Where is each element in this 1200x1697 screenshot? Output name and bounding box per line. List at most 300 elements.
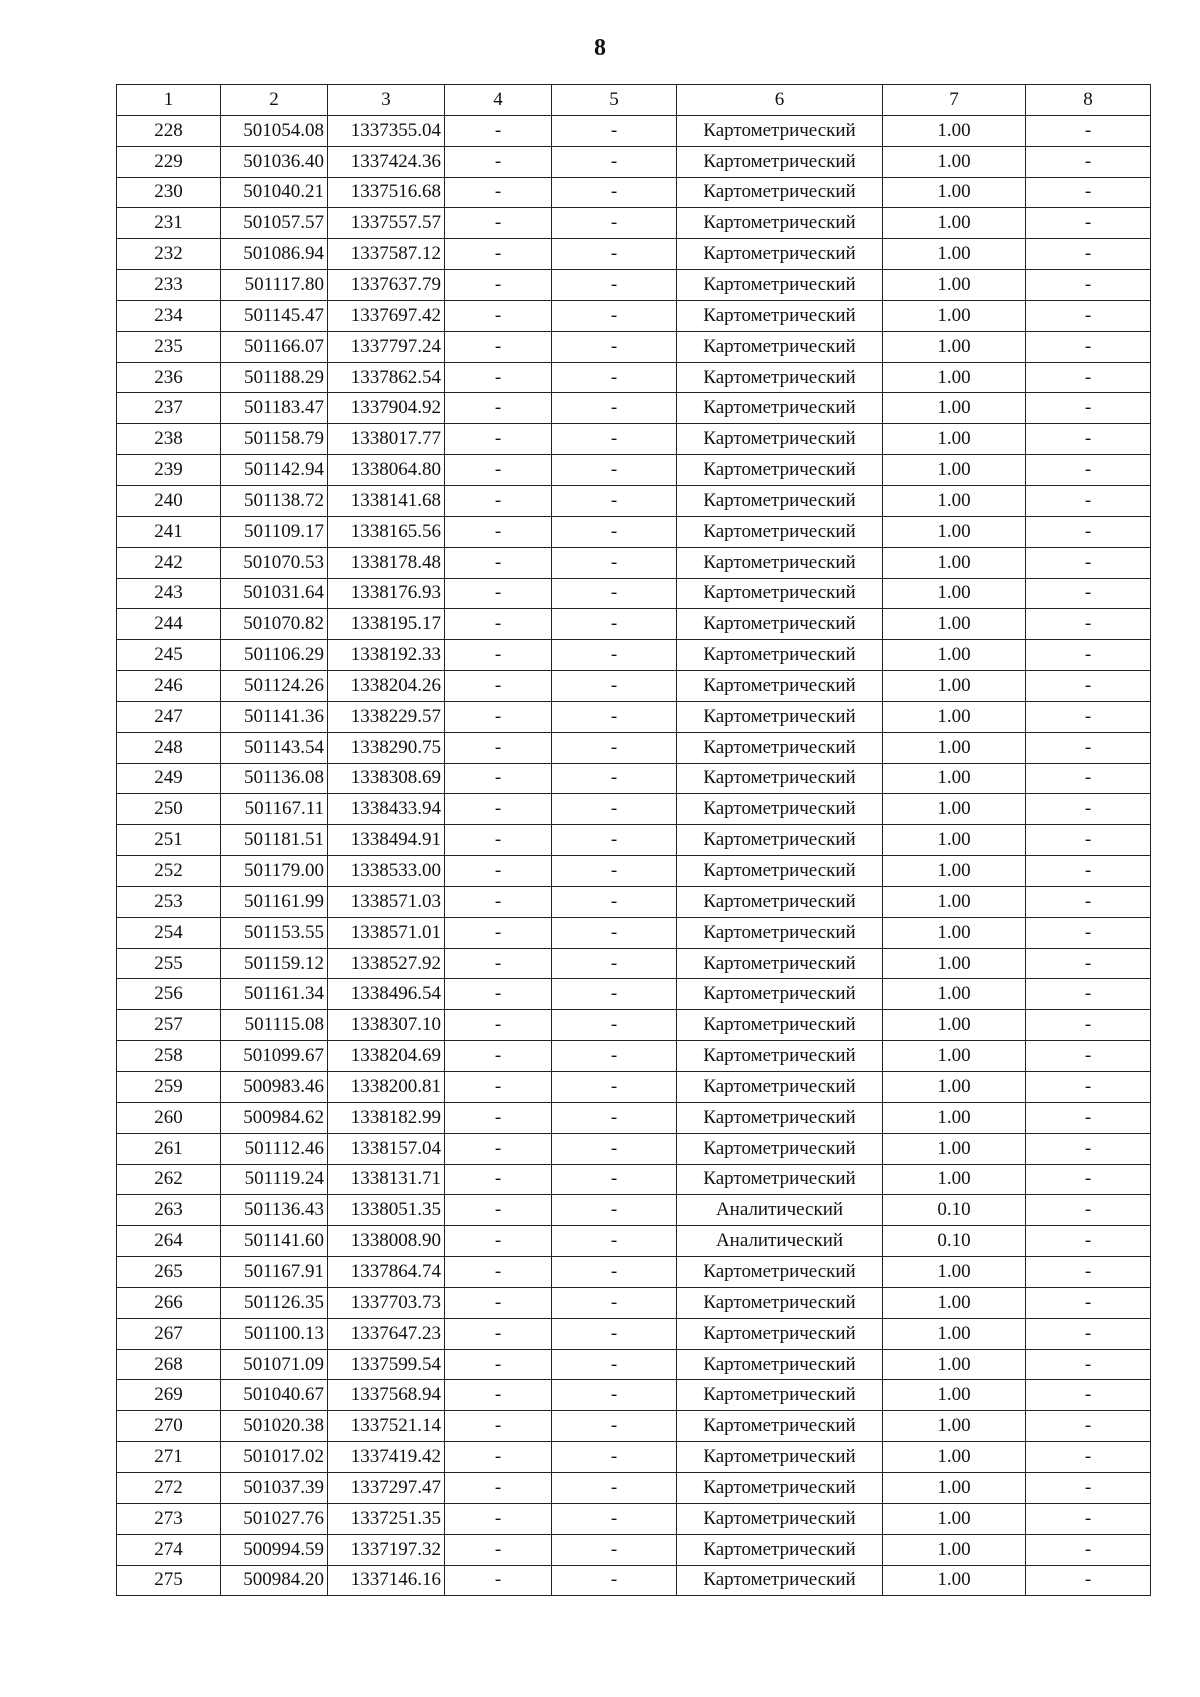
table-row [117, 1041, 1151, 1072]
column-4-cell: - [445, 362, 552, 393]
y-coordinate-cell: 1337587.12 [328, 239, 445, 270]
column-8-cell: - [1026, 1534, 1151, 1565]
point-number-cell: 268 [117, 1349, 221, 1380]
y-coordinate-cell: 1338571.03 [328, 886, 445, 917]
y-coordinate-cell: 1338290.75 [328, 732, 445, 763]
table-row [117, 1164, 1151, 1195]
y-coordinate-cell: 1337355.04 [328, 115, 445, 146]
column-8-cell: - [1026, 1010, 1151, 1041]
column-8-cell: - [1026, 701, 1151, 732]
x-coordinate-cell: 501161.99 [221, 886, 328, 917]
point-number-cell: 257 [117, 1010, 221, 1041]
point-number-cell: 255 [117, 948, 221, 979]
column-4-cell: - [445, 393, 552, 424]
table-row [117, 1472, 1151, 1503]
accuracy-cell: 1.00 [883, 1072, 1026, 1103]
column-4-cell: - [445, 794, 552, 825]
accuracy-cell: 0.10 [883, 1226, 1026, 1257]
table-row [117, 1102, 1151, 1133]
point-number-cell: 236 [117, 362, 221, 393]
method-cell: Картометрический [677, 732, 883, 763]
y-coordinate-cell: 1337703.73 [328, 1287, 445, 1318]
column-4-cell: - [445, 1257, 552, 1288]
method-cell: Картометрический [677, 1349, 883, 1380]
y-coordinate-cell: 1337197.32 [328, 1534, 445, 1565]
column-4-cell: - [445, 485, 552, 516]
column-8-cell: - [1026, 1565, 1151, 1596]
method-cell: Картометрический [677, 455, 883, 486]
point-number-cell: 228 [117, 115, 221, 146]
accuracy-cell: 1.00 [883, 640, 1026, 671]
column-5-cell: - [552, 331, 677, 362]
table-row [117, 948, 1151, 979]
column-8-cell: - [1026, 917, 1151, 948]
point-number-cell: 239 [117, 455, 221, 486]
column-4-cell: - [445, 701, 552, 732]
point-number-cell: 232 [117, 239, 221, 270]
point-number-cell: 235 [117, 331, 221, 362]
table-row [117, 578, 1151, 609]
x-coordinate-cell: 501040.21 [221, 177, 328, 208]
column-5-cell: - [552, 1010, 677, 1041]
accuracy-cell: 1.00 [883, 825, 1026, 856]
column-4-cell: - [445, 115, 552, 146]
x-coordinate-cell: 501161.34 [221, 979, 328, 1010]
column-5-cell: - [552, 239, 677, 270]
accuracy-cell: 1.00 [883, 455, 1026, 486]
point-number-cell: 231 [117, 208, 221, 239]
y-coordinate-cell: 1337637.79 [328, 270, 445, 301]
table-row [117, 208, 1151, 239]
x-coordinate-cell: 501017.02 [221, 1442, 328, 1473]
table-row [117, 1257, 1151, 1288]
table-row [117, 609, 1151, 640]
column-8-cell: - [1026, 1041, 1151, 1072]
column-5-cell: - [552, 1102, 677, 1133]
point-number-cell: 249 [117, 763, 221, 794]
column-4-cell: - [445, 1442, 552, 1473]
column-5-cell: - [552, 578, 677, 609]
column-8-cell: - [1026, 146, 1151, 177]
column-4-cell: - [445, 270, 552, 301]
column-5-cell: - [552, 732, 677, 763]
column-5-cell: - [552, 516, 677, 547]
column-5-cell: - [552, 1411, 677, 1442]
accuracy-cell: 1.00 [883, 239, 1026, 270]
column-8-cell: - [1026, 270, 1151, 301]
point-number-cell: 265 [117, 1257, 221, 1288]
table-row [117, 1318, 1151, 1349]
column-4-cell: - [445, 331, 552, 362]
method-cell: Картометрический [677, 825, 883, 856]
column-4-cell: - [445, 856, 552, 887]
column-8-cell: - [1026, 1195, 1151, 1226]
method-cell: Картометрический [677, 640, 883, 671]
table-row [117, 917, 1151, 948]
point-number-cell: 264 [117, 1226, 221, 1257]
column-5-cell: - [552, 177, 677, 208]
table-row [117, 856, 1151, 887]
accuracy-cell: 1.00 [883, 424, 1026, 455]
method-cell: Картометрический [677, 609, 883, 640]
y-coordinate-cell: 1338571.01 [328, 917, 445, 948]
method-cell: Картометрический [677, 115, 883, 146]
point-number-cell: 252 [117, 856, 221, 887]
column-4-cell: - [445, 948, 552, 979]
x-coordinate-cell: 501054.08 [221, 115, 328, 146]
column-5-cell: - [552, 424, 677, 455]
method-cell: Картометрический [677, 1472, 883, 1503]
column-4-cell: - [445, 609, 552, 640]
column-4-cell: - [445, 1102, 552, 1133]
point-number-cell: 267 [117, 1318, 221, 1349]
point-number-cell: 246 [117, 671, 221, 702]
method-cell: Картометрический [677, 146, 883, 177]
column-5-cell: - [552, 640, 677, 671]
method-cell: Картометрический [677, 1164, 883, 1195]
accuracy-cell: 1.00 [883, 1565, 1026, 1596]
point-number-cell: 248 [117, 732, 221, 763]
column-4-cell: - [445, 1010, 552, 1041]
x-coordinate-cell: 501141.36 [221, 701, 328, 732]
x-coordinate-cell: 501070.53 [221, 547, 328, 578]
column-8-cell: - [1026, 208, 1151, 239]
y-coordinate-cell: 1337146.16 [328, 1565, 445, 1596]
column-5-cell: - [552, 455, 677, 486]
column-4-cell: - [445, 886, 552, 917]
point-number-cell: 263 [117, 1195, 221, 1226]
x-coordinate-cell: 500984.62 [221, 1102, 328, 1133]
column-4-cell: - [445, 640, 552, 671]
x-coordinate-cell: 501126.35 [221, 1287, 328, 1318]
column-4-cell: - [445, 1164, 552, 1195]
column-5-cell: - [552, 1472, 677, 1503]
column-8-cell: - [1026, 1287, 1151, 1318]
method-cell: Картометрический [677, 856, 883, 887]
column-5-cell: - [552, 948, 677, 979]
table-row [117, 701, 1151, 732]
method-cell: Аналитический [677, 1195, 883, 1226]
point-number-cell: 245 [117, 640, 221, 671]
y-coordinate-cell: 1337862.54 [328, 362, 445, 393]
point-number-cell: 272 [117, 1472, 221, 1503]
column-5-cell: - [552, 300, 677, 331]
method-cell: Картометрический [677, 485, 883, 516]
column-5-cell: - [552, 825, 677, 856]
method-cell: Картометрический [677, 948, 883, 979]
table-row [117, 886, 1151, 917]
x-coordinate-cell: 501142.94 [221, 455, 328, 486]
point-number-cell: 254 [117, 917, 221, 948]
x-coordinate-cell: 501183.47 [221, 393, 328, 424]
column-8-cell: - [1026, 794, 1151, 825]
accuracy-cell: 1.00 [883, 1503, 1026, 1534]
column-4-cell: - [445, 1318, 552, 1349]
y-coordinate-cell: 1338064.80 [328, 455, 445, 486]
column-5-cell: - [552, 362, 677, 393]
accuracy-cell: 1.00 [883, 547, 1026, 578]
x-coordinate-cell: 501167.91 [221, 1257, 328, 1288]
column-4-cell: - [445, 1565, 552, 1596]
y-coordinate-cell: 1337864.74 [328, 1257, 445, 1288]
accuracy-cell: 1.00 [883, 177, 1026, 208]
accuracy-cell: 1.00 [883, 1102, 1026, 1133]
x-coordinate-cell: 501086.94 [221, 239, 328, 270]
accuracy-cell: 1.00 [883, 886, 1026, 917]
x-coordinate-cell: 501099.67 [221, 1041, 328, 1072]
column-4-cell: - [445, 1287, 552, 1318]
column-header-1: 1 [117, 85, 221, 116]
column-8-cell: - [1026, 732, 1151, 763]
table-row [117, 146, 1151, 177]
table-row [117, 331, 1151, 362]
column-8-cell: - [1026, 115, 1151, 146]
table-row [117, 1380, 1151, 1411]
column-header-5: 5 [552, 85, 677, 116]
y-coordinate-cell: 1337297.47 [328, 1472, 445, 1503]
column-8-cell: - [1026, 763, 1151, 794]
y-coordinate-cell: 1338008.90 [328, 1226, 445, 1257]
table-row [117, 1349, 1151, 1380]
accuracy-cell: 1.00 [883, 331, 1026, 362]
column-5-cell: - [552, 1133, 677, 1164]
header-row [117, 85, 1151, 116]
table-row [117, 640, 1151, 671]
accuracy-cell: 1.00 [883, 300, 1026, 331]
column-4-cell: - [445, 1380, 552, 1411]
y-coordinate-cell: 1338308.69 [328, 763, 445, 794]
column-8-cell: - [1026, 640, 1151, 671]
column-5-cell: - [552, 917, 677, 948]
method-cell: Картометрический [677, 886, 883, 917]
y-coordinate-cell: 1337516.68 [328, 177, 445, 208]
y-coordinate-cell: 1337904.92 [328, 393, 445, 424]
point-number-cell: 270 [117, 1411, 221, 1442]
x-coordinate-cell: 501109.17 [221, 516, 328, 547]
column-8-cell: - [1026, 948, 1151, 979]
point-number-cell: 273 [117, 1503, 221, 1534]
column-8-cell: - [1026, 331, 1151, 362]
accuracy-cell: 1.00 [883, 1257, 1026, 1288]
method-cell: Картометрический [677, 671, 883, 702]
column-4-cell: - [445, 825, 552, 856]
column-5-cell: - [552, 1503, 677, 1534]
column-4-cell: - [445, 1133, 552, 1164]
x-coordinate-cell: 501115.08 [221, 1010, 328, 1041]
column-4-cell: - [445, 1503, 552, 1534]
x-coordinate-cell: 501181.51 [221, 825, 328, 856]
y-coordinate-cell: 1338200.81 [328, 1072, 445, 1103]
column-8-cell: - [1026, 1102, 1151, 1133]
y-coordinate-cell: 1338131.71 [328, 1164, 445, 1195]
y-coordinate-cell: 1338141.68 [328, 485, 445, 516]
column-8-cell: - [1026, 856, 1151, 887]
y-coordinate-cell: 1338496.54 [328, 979, 445, 1010]
table-row [117, 732, 1151, 763]
x-coordinate-cell: 500994.59 [221, 1534, 328, 1565]
column-5-cell: - [552, 1565, 677, 1596]
x-coordinate-cell: 501138.72 [221, 485, 328, 516]
accuracy-cell: 0.10 [883, 1195, 1026, 1226]
accuracy-cell: 1.00 [883, 1010, 1026, 1041]
point-number-cell: 240 [117, 485, 221, 516]
y-coordinate-cell: 1338195.17 [328, 609, 445, 640]
column-5-cell: - [552, 485, 677, 516]
x-coordinate-cell: 501027.76 [221, 1503, 328, 1534]
column-4-cell: - [445, 177, 552, 208]
method-cell: Картометрический [677, 1411, 883, 1442]
column-8-cell: - [1026, 578, 1151, 609]
table-row [117, 1565, 1151, 1596]
column-5-cell: - [552, 671, 677, 702]
column-8-cell: - [1026, 455, 1151, 486]
x-coordinate-cell: 500984.20 [221, 1565, 328, 1596]
accuracy-cell: 1.00 [883, 1164, 1026, 1195]
y-coordinate-cell: 1338494.91 [328, 825, 445, 856]
accuracy-cell: 1.00 [883, 948, 1026, 979]
x-coordinate-cell: 501188.29 [221, 362, 328, 393]
method-cell: Картометрический [677, 547, 883, 578]
column-5-cell: - [552, 547, 677, 578]
accuracy-cell: 1.00 [883, 609, 1026, 640]
table-row [117, 177, 1151, 208]
column-5-cell: - [552, 393, 677, 424]
accuracy-cell: 1.00 [883, 1411, 1026, 1442]
method-cell: Картометрический [677, 979, 883, 1010]
column-8-cell: - [1026, 1072, 1151, 1103]
method-cell: Картометрический [677, 208, 883, 239]
column-8-cell: - [1026, 300, 1151, 331]
point-number-cell: 253 [117, 886, 221, 917]
y-coordinate-cell: 1338051.35 [328, 1195, 445, 1226]
coordinates-table [116, 84, 1151, 1596]
column-8-cell: - [1026, 825, 1151, 856]
table-row [117, 300, 1151, 331]
column-4-cell: - [445, 578, 552, 609]
accuracy-cell: 1.00 [883, 1534, 1026, 1565]
accuracy-cell: 1.00 [883, 701, 1026, 732]
accuracy-cell: 1.00 [883, 393, 1026, 424]
table-body [117, 115, 1151, 1596]
y-coordinate-cell: 1338433.94 [328, 794, 445, 825]
column-4-cell: - [445, 455, 552, 486]
x-coordinate-cell: 501037.39 [221, 1472, 328, 1503]
method-cell: Картометрический [677, 1133, 883, 1164]
accuracy-cell: 1.00 [883, 516, 1026, 547]
accuracy-cell: 1.00 [883, 1380, 1026, 1411]
method-cell: Картометрический [677, 763, 883, 794]
x-coordinate-cell: 501100.13 [221, 1318, 328, 1349]
column-8-cell: - [1026, 239, 1151, 270]
table-row [117, 239, 1151, 270]
point-number-cell: 275 [117, 1565, 221, 1596]
method-cell: Картометрический [677, 1442, 883, 1473]
point-number-cell: 261 [117, 1133, 221, 1164]
x-coordinate-cell: 501031.64 [221, 578, 328, 609]
method-cell: Картометрический [677, 794, 883, 825]
y-coordinate-cell: 1337521.14 [328, 1411, 445, 1442]
x-coordinate-cell: 501071.09 [221, 1349, 328, 1380]
point-number-cell: 258 [117, 1041, 221, 1072]
x-coordinate-cell: 501040.67 [221, 1380, 328, 1411]
method-cell: Картометрический [677, 1072, 883, 1103]
table-row [117, 671, 1151, 702]
accuracy-cell: 1.00 [883, 208, 1026, 239]
column-4-cell: - [445, 1195, 552, 1226]
table-row [117, 1226, 1151, 1257]
accuracy-cell: 1.00 [883, 856, 1026, 887]
column-8-cell: - [1026, 1226, 1151, 1257]
column-8-cell: - [1026, 1164, 1151, 1195]
page-number: 8 [594, 35, 606, 61]
y-coordinate-cell: 1338307.10 [328, 1010, 445, 1041]
accuracy-cell: 1.00 [883, 732, 1026, 763]
method-cell: Картометрический [677, 300, 883, 331]
accuracy-cell: 1.00 [883, 1287, 1026, 1318]
table-row [117, 485, 1151, 516]
method-cell: Картометрический [677, 1010, 883, 1041]
y-coordinate-cell: 1337419.42 [328, 1442, 445, 1473]
column-8-cell: - [1026, 1380, 1151, 1411]
column-5-cell: - [552, 1442, 677, 1473]
y-coordinate-cell: 1338165.56 [328, 516, 445, 547]
column-5-cell: - [552, 886, 677, 917]
x-coordinate-cell: 501153.55 [221, 917, 328, 948]
accuracy-cell: 1.00 [883, 578, 1026, 609]
x-coordinate-cell: 501145.47 [221, 300, 328, 331]
table-row [117, 763, 1151, 794]
accuracy-cell: 1.00 [883, 1442, 1026, 1473]
column-8-cell: - [1026, 393, 1151, 424]
x-coordinate-cell: 501136.08 [221, 763, 328, 794]
column-5-cell: - [552, 794, 677, 825]
column-8-cell: - [1026, 1472, 1151, 1503]
table-row [117, 424, 1151, 455]
table-row [117, 979, 1151, 1010]
column-5-cell: - [552, 856, 677, 887]
accuracy-cell: 1.00 [883, 270, 1026, 301]
x-coordinate-cell: 501036.40 [221, 146, 328, 177]
column-5-cell: - [552, 1041, 677, 1072]
table-row [117, 516, 1151, 547]
x-coordinate-cell: 501020.38 [221, 1411, 328, 1442]
y-coordinate-cell: 1337697.42 [328, 300, 445, 331]
point-number-cell: 274 [117, 1534, 221, 1565]
column-4-cell: - [445, 732, 552, 763]
method-cell: Картометрический [677, 1380, 883, 1411]
column-8-cell: - [1026, 547, 1151, 578]
point-number-cell: 229 [117, 146, 221, 177]
column-8-cell: - [1026, 1257, 1151, 1288]
table-row [117, 1072, 1151, 1103]
method-cell: Картометрический [677, 1257, 883, 1288]
method-cell: Картометрический [677, 424, 883, 455]
column-5-cell: - [552, 1257, 677, 1288]
y-coordinate-cell: 1338157.04 [328, 1133, 445, 1164]
y-coordinate-cell: 1337251.35 [328, 1503, 445, 1534]
accuracy-cell: 1.00 [883, 794, 1026, 825]
column-4-cell: - [445, 547, 552, 578]
table-row [117, 270, 1151, 301]
column-4-cell: - [445, 763, 552, 794]
point-number-cell: 269 [117, 1380, 221, 1411]
y-coordinate-cell: 1337424.36 [328, 146, 445, 177]
x-coordinate-cell: 501136.43 [221, 1195, 328, 1226]
table-row [117, 393, 1151, 424]
method-cell: Картометрический [677, 1041, 883, 1072]
column-4-cell: - [445, 1349, 552, 1380]
column-8-cell: - [1026, 516, 1151, 547]
